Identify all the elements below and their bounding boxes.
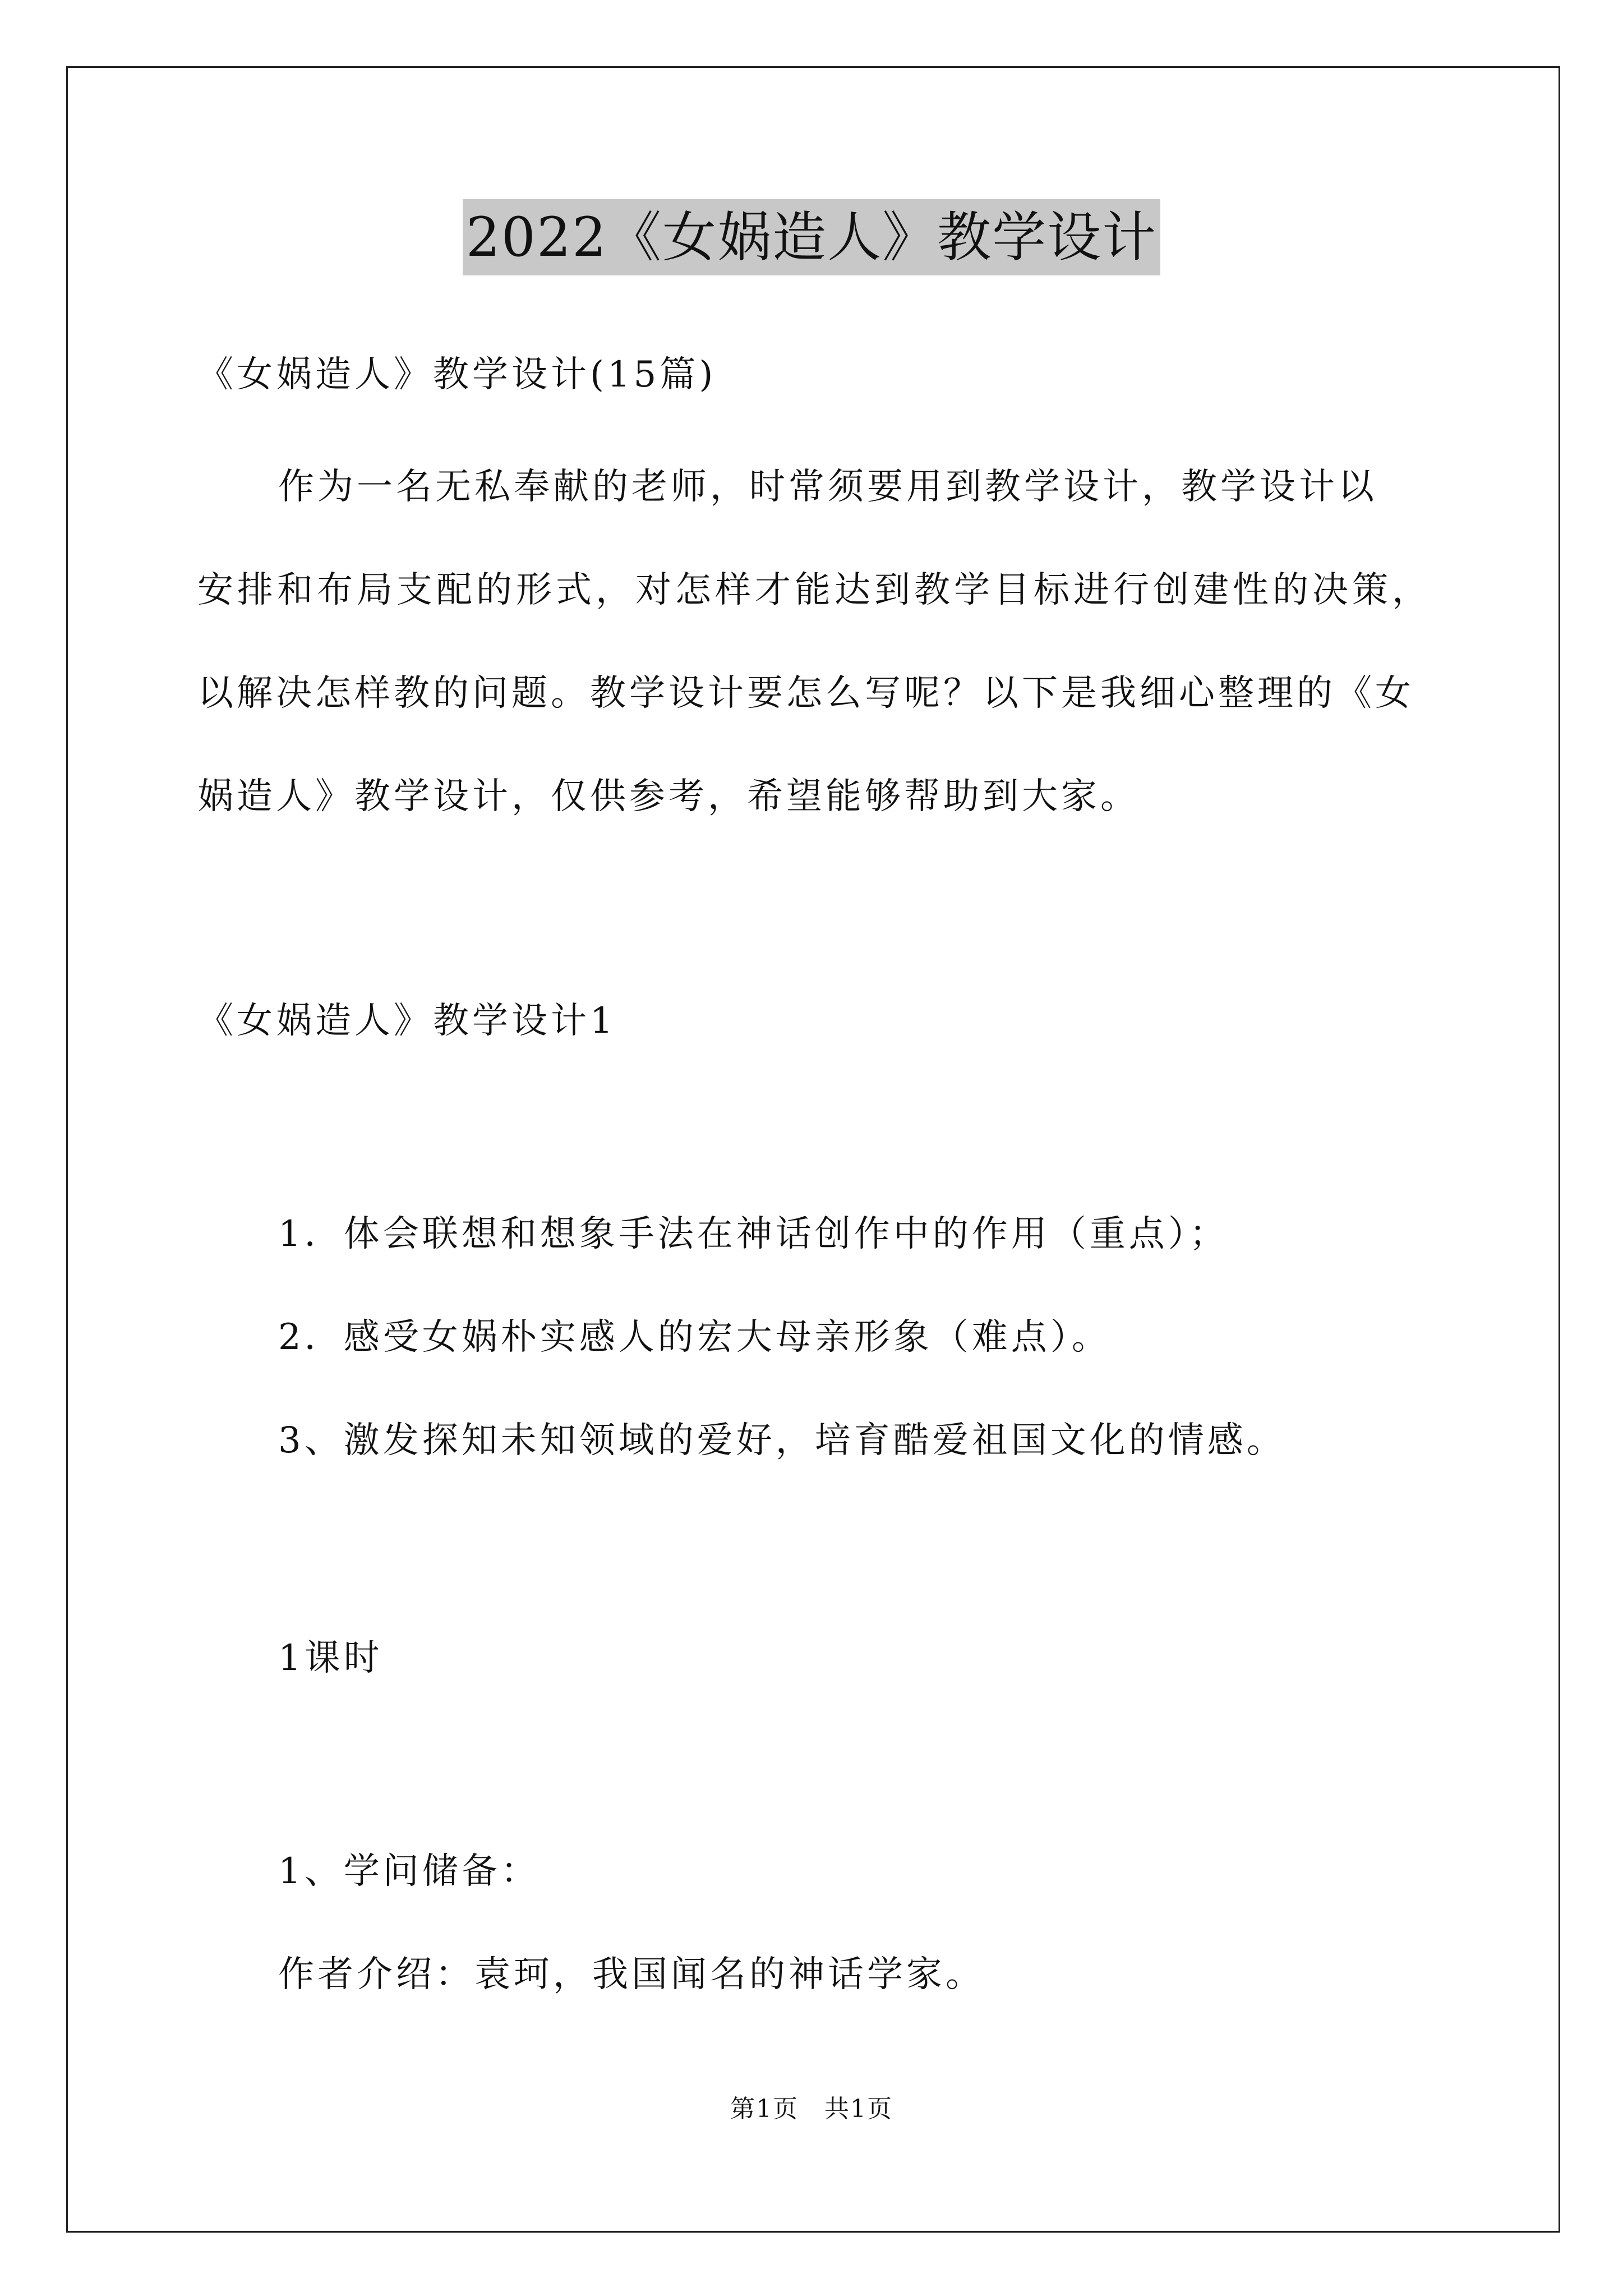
intro-line-2: 安排和布局支配的形式，对怎样才能达到教学目标进行创建性的决策， <box>197 569 1431 611</box>
intro-line-3: 以解决怎样教的问题。教学设计要怎么写呢？以下是我细心整理的《女 <box>197 673 1414 714</box>
document-title: 2022《女娲造人》教学设计 <box>463 199 1160 275</box>
class-hours: 1课时 <box>278 1637 383 1679</box>
goal-item-3: 3、激发探知未知领域的爱好，培育酷爱祖国文化的情感。 <box>278 1420 1286 1461</box>
section-heading: 《女娲造人》教学设计1 <box>197 1000 616 1042</box>
intro-line-4: 娲造人》教学设计，仅供参考，希望能够帮助到大家。 <box>197 776 1140 817</box>
intro-line-1: 作为一名无私奉献的老师，时常须要用到教学设计，教学设计以 <box>278 466 1377 508</box>
title-container <box>0 199 1623 275</box>
goal-item-2: 2．感受女娲朴实感人的宏大母亲形象（难点）。 <box>278 1317 1111 1358</box>
goal-item-1: 1．体会联想和想象手法在神话创作中的作用（重点）； <box>278 1213 1229 1255</box>
document-subtitle: 《女娲造人》教学设计(15篇) <box>197 354 717 395</box>
page-footer: 第1页 共1页 <box>730 2095 893 2123</box>
author-intro: 作者介绍：袁珂，我国闻名的神话学家。 <box>278 1954 985 1995</box>
prep-heading: 1、学问储备： <box>278 1851 540 1892</box>
